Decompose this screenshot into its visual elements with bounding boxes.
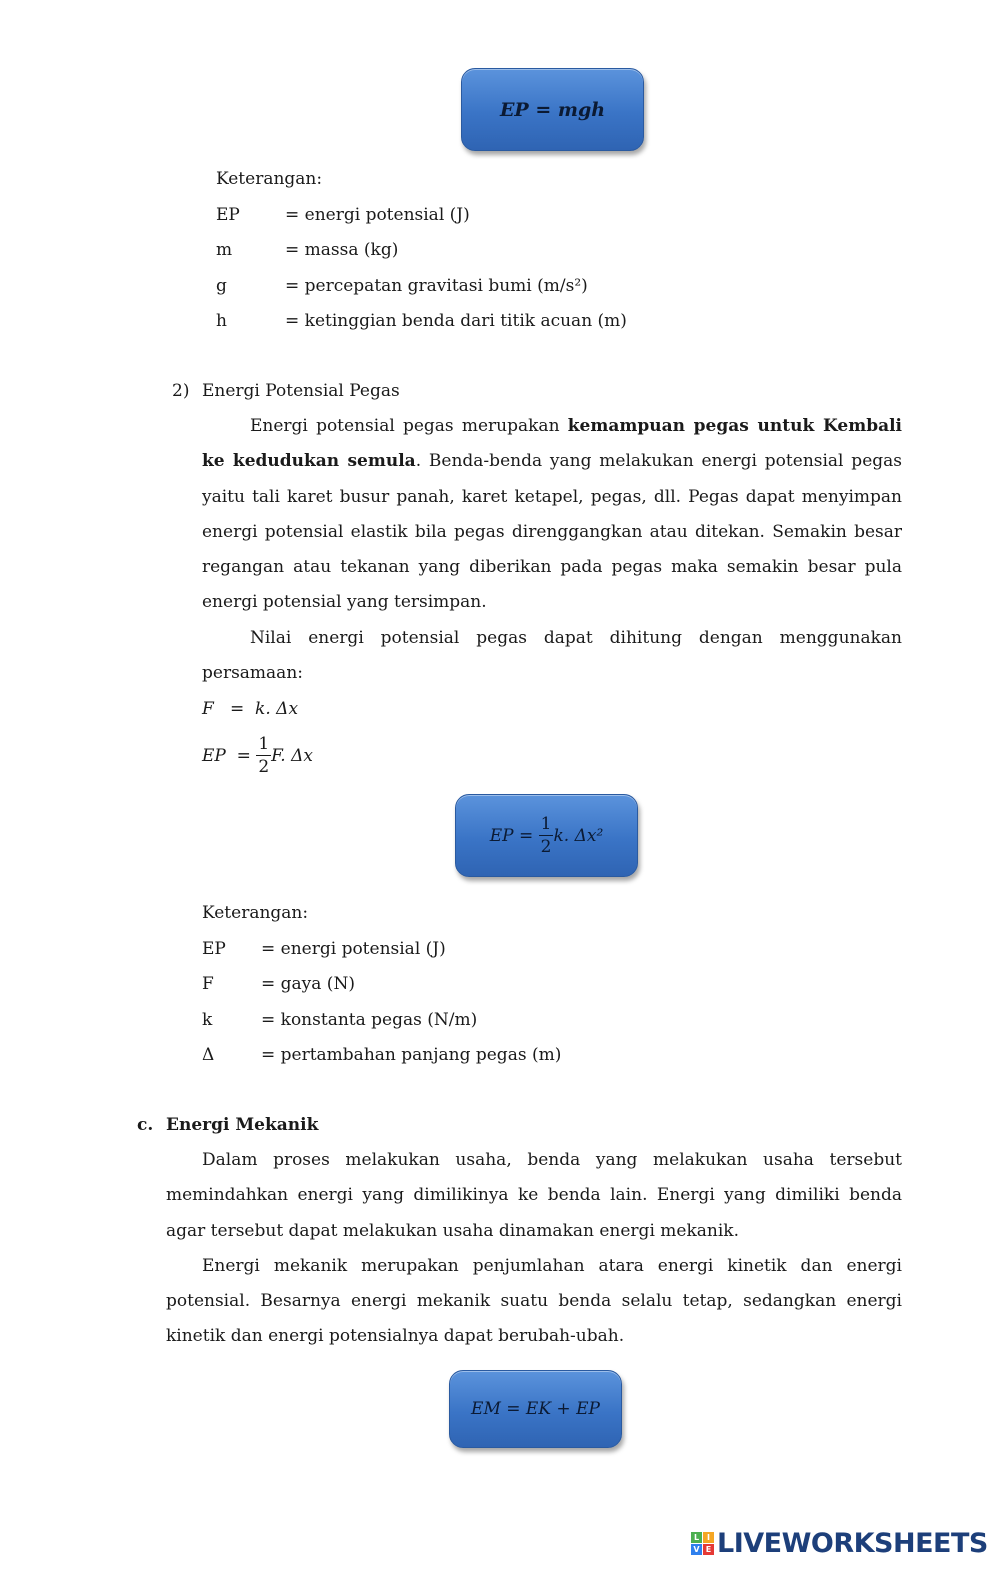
legend-row: F = gaya (N) <box>202 974 355 994</box>
paragraph-pegas: Energi potensial pegas merupakan kemampuan pegas untuk Kembali ke kedudukan semula. Benda-benda yang melakukan energi potensial pegas yaitu tali karet busur panah, karet ketapel, pegas, dll. Pegas dapat menyimpan energi potensial elastik bila pegas direnggangkan atau ditekan. Semakin besar regangan atau tekanan yang diberikan pada pegas maka semakin besar pula energi potensial yang tersimpan. Nilai energi potensial pegas dapat dihitung dengan menggunakan persamaan: <box>202 416 903 684</box>
liveworksheets-logo: L I V E LIVEWORKSHEETS <box>691 1528 988 1559</box>
logo-tiles-icon: L I V E <box>691 1532 714 1555</box>
formula-text: EP = mgh <box>499 98 606 121</box>
formula-box-ep-spring: EP = $\frac{1}{2}$ k. Δx² <box>455 794 638 877</box>
legend-row: EP = energi potensial (J) <box>202 938 446 959</box>
legend-row: h = ketinggian benda dari titik acuan (m) <box>216 311 627 331</box>
paragraph-mekanik: Dalam proses melakukan usaha, benda yang melakukan usaha tersebut memindahkan energi yang dimilikinya ke benda lain. Energi yang dimiliki benda agar tersebut dapat melakukan usaha dinamakan energi mekanik. Energi mekanik merupakan penjumlahan atara energi kinetik dan energi potensial. Besarnya energi mekanik suatu benda selalu tetap, sedangkan energi kinetik dan energi potensialnya dapat berubah-ubah. <box>166 1150 902 1347</box>
equation-force: F = k. Δx <box>202 699 299 719</box>
legend-title: Keterangan: <box>216 169 323 189</box>
legend-row: EP = energi potensial (J) <box>216 204 470 225</box>
formula-box-ep-mgh <box>461 68 644 151</box>
section-title: Energi Mekanik <box>166 1115 319 1135</box>
legend-row: Δ = pertambahan panjang pegas (m) <box>202 1045 562 1065</box>
legend-row: g = percepatan gravitasi bumi (m/s²) <box>216 275 588 296</box>
section-number: 2) <box>172 381 190 401</box>
formula-box-em: EM = EK + EP <box>449 1370 622 1448</box>
section-title: Energi Potensial Pegas <box>202 381 400 401</box>
equation-ep-half-f: EP = $\frac{1}{2}$ F. Δx <box>202 734 313 777</box>
legend-title: Keterangan: <box>202 903 309 923</box>
legend-row: m = massa (kg) <box>216 240 399 260</box>
legend-row: k = konstanta pegas (N/m) <box>202 1009 478 1030</box>
section-letter: c. <box>137 1115 154 1135</box>
